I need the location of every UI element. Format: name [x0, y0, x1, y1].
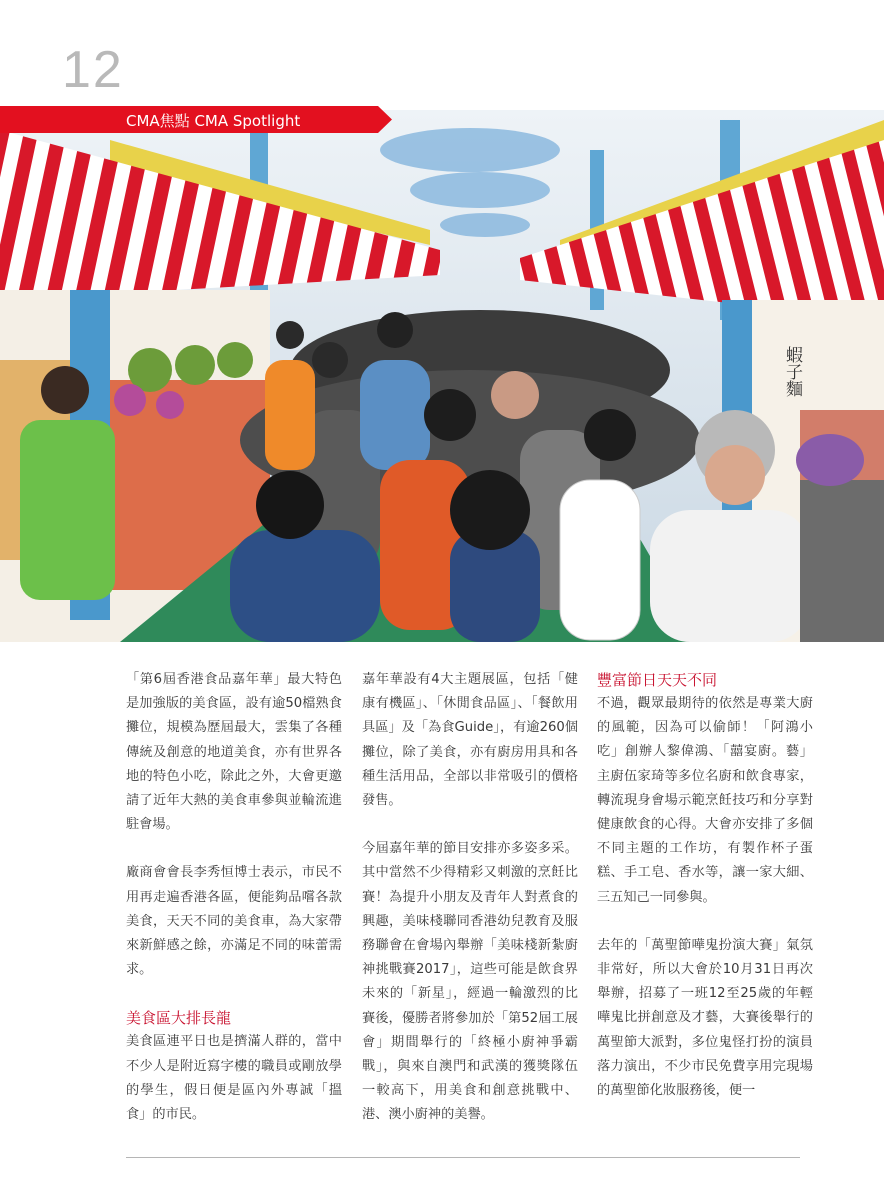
section-banner	[0, 106, 392, 133]
article-paragraph: 嘉年華設有4大主題展區，包括「健康有機區」、「休閒食品區」、「餐飲用具區」及「為食Guide」，有逾260個攤位，除了美食，亦有廚房用具和各種生活用品，全部以非常吸引的價格發售。	[362, 672, 578, 809]
section-label: CMA焦點 CMA Spotlight	[126, 112, 301, 130]
section-heading: 美食區大排長龍	[126, 1009, 232, 1028]
article-column-2	[362, 668, 578, 1152]
food-expo-crowd-photo	[0, 110, 884, 642]
article-column-1	[126, 668, 342, 1151]
article-paragraph: 去年的「萬聖節嘩鬼扮演大賽」氣氛非常好，所以大會於10月31日再次舉辦，招募了一班12至25歲的年輕嘩鬼比拼創意及才藝，大賽後舉行的萬聖節大派對，多位鬼怪打扮的演員落力演出，不少市民免費享用完現場的萬聖節化妝服務後，便一	[597, 937, 813, 1099]
article-paragraph: 美食區連平日也是擠滿人群的，當中不少人是附近寫字樓的職員或剛放學的學生，假日便是區內外專誠「搵食」的市民。	[126, 1034, 342, 1123]
section-heading: 豐富節日天天不同	[597, 671, 718, 689]
page-number: 12	[62, 41, 124, 99]
stall-sign-text: 蝦子麵	[782, 346, 802, 397]
footer-divider	[126, 1157, 800, 1158]
article-paragraph: 不過，觀眾最期待的依然是專業大廚的風範，因為可以偷師！「阿鴻小吃」創辦人黎偉鴻、「囍宴廚。藝」主廚伍家琦等多位名廚和飲食專家，轉流現身會場示範烹飪技巧和分享對健康飲食的心得。大會亦安排了多個不同主題的工作坊，有製作杯子蛋糕、手工皂、香水等，讓一家大細、三五知己一同參與。	[597, 696, 813, 905]
article-column-3	[597, 668, 813, 1127]
article-paragraph: 「第6屆香港食品嘉年華」最大特色是加強版的美食區，設有逾50檔熟食攤位，規模為歷屆最大，雲集了各種傳統及創意的地道美食，亦有世界各地的特色小吃，除此之外，大會更邀請了近年大熱的美食車參與並輪流進駐會場。	[126, 672, 342, 833]
article-paragraph: 今屆嘉年華的節目安排亦多姿多采。其中當然不少得精彩又刺激的烹飪比賽！為提升小朋友及青年人對煮食的興趣，美味棧聯同香港幼兒教育及服務聯會在會場內舉辦「美味棧新紮廚神挑戰賽2017」，這些可能是飲食界未來的「新星」，經過一輪激烈的比賽後，優勝者將參加於「第52屆工展會」期間舉行的「終極小廚神爭霸戰」，與來自澳門和武漢的獲獎隊伍一較高下，用美食和創意挑戰中、港、澳小廚神的美譽。	[362, 841, 578, 1123]
article-paragraph: 廠商會會長李秀恒博士表示，市民不用再走遍香港各區，便能夠品嚐各款美食，天天不同的美食車，為大家帶來新鮮感之餘，亦滿足不同的味蕾需求。	[126, 865, 342, 978]
